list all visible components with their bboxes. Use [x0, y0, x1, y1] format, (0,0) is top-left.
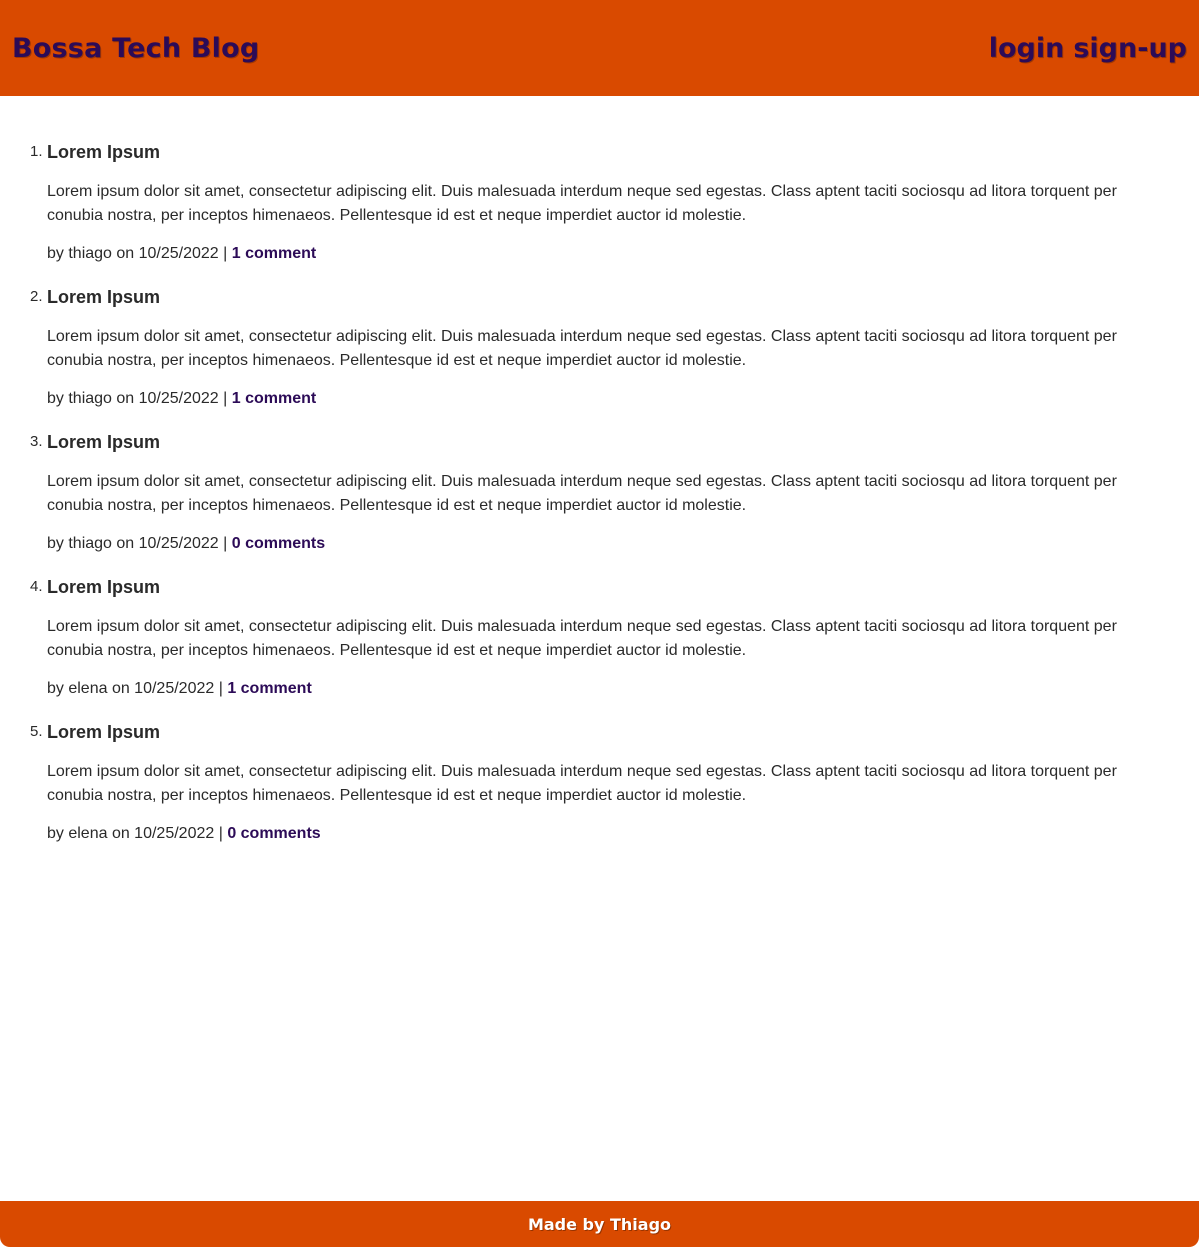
- signup-link[interactable]: sign-up: [1073, 32, 1187, 64]
- post-number: 3.: [30, 433, 43, 450]
- post-meta: [47, 534, 1139, 554]
- site-footer: [0, 1201, 1199, 1247]
- post-byline: by thiago on 10/25/2022 |: [47, 245, 232, 262]
- post-byline: by thiago on 10/25/2022 |: [47, 535, 232, 552]
- login-link[interactable]: login: [988, 32, 1065, 64]
- footer-credit: Made by Thiago: [527, 1214, 672, 1234]
- post-meta: [47, 679, 1139, 699]
- post-title: Lorem Ipsum: [47, 287, 161, 307]
- post-item: [30, 575, 1139, 699]
- post-byline: by thiago on 10/25/2022 |: [47, 390, 232, 407]
- post-meta: [47, 389, 1139, 409]
- site-header: [0, 0, 1199, 96]
- post-title: Lorem Ipsum: [47, 577, 161, 597]
- post-number: 5.: [30, 723, 43, 740]
- post-comments-link[interactable]: 1 comment: [227, 680, 312, 697]
- post-item: [30, 720, 1139, 844]
- post-item: [30, 285, 1139, 409]
- header-nav: [989, 33, 1187, 64]
- post-title: Lorem Ipsum: [47, 432, 161, 452]
- post-body: Lorem ipsum dolor sit amet, consectetur adipiscing elit. Duis malesuada interdum neque sed egestas. Class aptent taciti sociosqu ad litora torquent per conubia nostra, per inceptos himenaeos. Pellentesque id est et neque imperdiet auctor id molestie.: [47, 473, 1117, 514]
- post-item: [30, 430, 1139, 554]
- post-number: 4.: [30, 578, 43, 595]
- post-body: Lorem ipsum dolor sit amet, consectetur adipiscing elit. Duis malesuada interdum neque sed egestas. Class aptent taciti sociosqu ad litora torquent per conubia nostra, per inceptos himenaeos. Pellentesque id est et neque imperdiet auctor id molestie.: [47, 763, 1117, 804]
- post-title: Lorem Ipsum: [47, 722, 161, 742]
- post-list-container: [0, 96, 1199, 865]
- post-number: 2.: [30, 288, 43, 305]
- post-comments-link[interactable]: 1 comment: [231, 390, 317, 407]
- post-number: 1.: [30, 143, 43, 160]
- post-byline: by elena on 10/25/2022 |: [47, 680, 228, 697]
- post-body: Lorem ipsum dolor sit amet, consectetur adipiscing elit. Duis malesuada interdum neque sed egestas. Class aptent taciti sociosqu ad litora torquent per conubia nostra, per inceptos himenaeos. Pellentesque id est et neque imperdiet auctor id molestie.: [47, 618, 1117, 659]
- post-comments-link[interactable]: 0 comments: [227, 825, 321, 842]
- post-list: [30, 140, 1139, 844]
- post-meta: [47, 824, 1139, 844]
- post-comments-link[interactable]: 1 comment: [231, 245, 317, 262]
- post-body: Lorem ipsum dolor sit amet, consectetur adipiscing elit. Duis malesuada interdum neque sed egestas. Class aptent taciti sociosqu ad litora torquent per conubia nostra, per inceptos himenaeos. Pellentesque id est et neque imperdiet auctor id molestie.: [47, 183, 1117, 224]
- post-item: [30, 140, 1139, 264]
- post-meta: [47, 244, 1139, 264]
- post-body: Lorem ipsum dolor sit amet, consectetur adipiscing elit. Duis malesuada interdum neque sed egestas. Class aptent taciti sociosqu ad litora torquent per conubia nostra, per inceptos himenaeos. Pellentesque id est et neque imperdiet auctor id molestie.: [47, 328, 1117, 369]
- site-brand-link[interactable]: Bossa Tech Blog: [12, 32, 260, 64]
- post-comments-link[interactable]: 0 comments: [231, 535, 326, 552]
- post-byline: by elena on 10/25/2022 |: [47, 825, 228, 842]
- post-title: Lorem Ipsum: [47, 142, 161, 162]
